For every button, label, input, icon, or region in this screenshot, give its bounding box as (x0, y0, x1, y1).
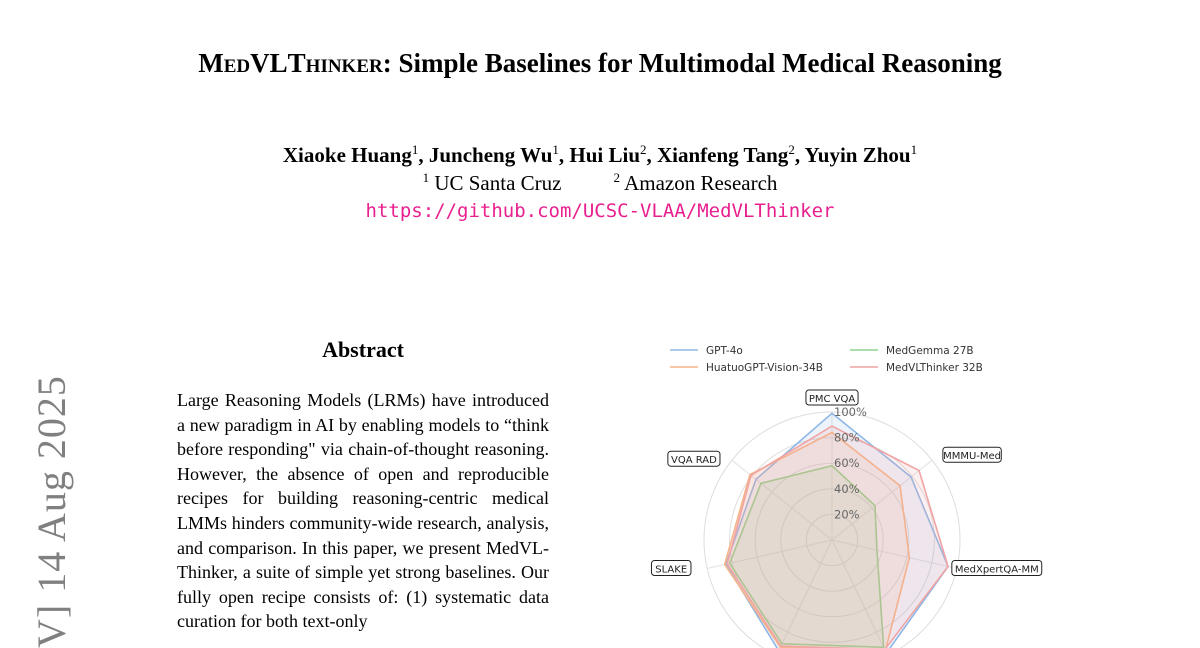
legend-label: MedGemma 27B (886, 345, 974, 357)
author-3: Hui Liu (569, 143, 640, 167)
affiliation-2: Amazon Research (624, 171, 778, 195)
affiliations (0, 170, 1200, 196)
author-1-affiliation: 1 (411, 142, 419, 157)
tick-label: 40% (834, 481, 860, 496)
author-separator: , (794, 143, 805, 167)
legend-label: GPT-4o (706, 345, 743, 357)
axis-label: MMMU-Med (943, 450, 1002, 462)
github-link[interactable]: https://github.com/UCSC-VLAA/MedVLThinker (365, 200, 835, 222)
title-rest: : Simple Baselines for Multimodal Medical Reasoning (382, 48, 1002, 78)
title-vl: VL (250, 48, 288, 78)
tick-label: 20% (834, 507, 860, 522)
title-smallcaps-thinker: Thinker (287, 48, 383, 78)
author-5: Yuyin Zhou (804, 143, 911, 167)
author-1: Xiaoke Huang (282, 143, 412, 167)
affiliation-2-number: 2 (613, 170, 620, 185)
tick-label: 60% (834, 456, 860, 471)
paper-title (0, 48, 1200, 79)
legend-label: HuatuoGPT-Vision-34B (706, 362, 823, 374)
author-2-affiliation: 1 (552, 142, 559, 157)
affiliation-1-number: 1 (422, 170, 430, 185)
author-5-affiliation: 1 (910, 142, 918, 157)
axis-label: VQA RAD (671, 454, 717, 466)
tick-label: 80% (834, 430, 860, 445)
author-2: Juncheng Wu (428, 143, 553, 167)
arxiv-stamp: V] 14 Aug 2025 (29, 375, 74, 648)
axis-label: MedXpertQA-MM (954, 564, 1039, 576)
author-separator: , (646, 143, 657, 167)
author-separator: , (558, 143, 570, 167)
title-smallcaps-med: Med (198, 48, 251, 78)
author-4-affiliation: 2 (788, 142, 795, 157)
author-list (0, 142, 1200, 168)
axis-label: SLAKE (655, 564, 688, 576)
affiliation-1: UC Santa Cruz (434, 171, 562, 195)
axis-label: PMC VQA (808, 393, 856, 405)
abstract-text: Large Reasoning Models (LRMs) have introduced a new paradigm in AI by enabling models to “think before responding" via chain-of-thought reasoning. However, the absence of open and reproducible recipes for building reasoning-centric medical LMMs hinders community-wide research, analysis, and comparison. In this paper, we present MedVL-Thinker, a suite of simple yet strong baselines. Our fully open recipe consists of: (1) systematic data curation for both text-only (177, 390, 549, 632)
tick-label: 100% (834, 405, 867, 419)
legend-label: MedVLThinker 32B (886, 362, 983, 374)
author-4: Xianfeng Tang (657, 143, 789, 167)
abstract-heading: Abstract (322, 337, 404, 362)
author-3-affiliation: 2 (640, 142, 647, 157)
author-separator: , (418, 143, 429, 167)
radar-chart (655, 336, 1039, 648)
